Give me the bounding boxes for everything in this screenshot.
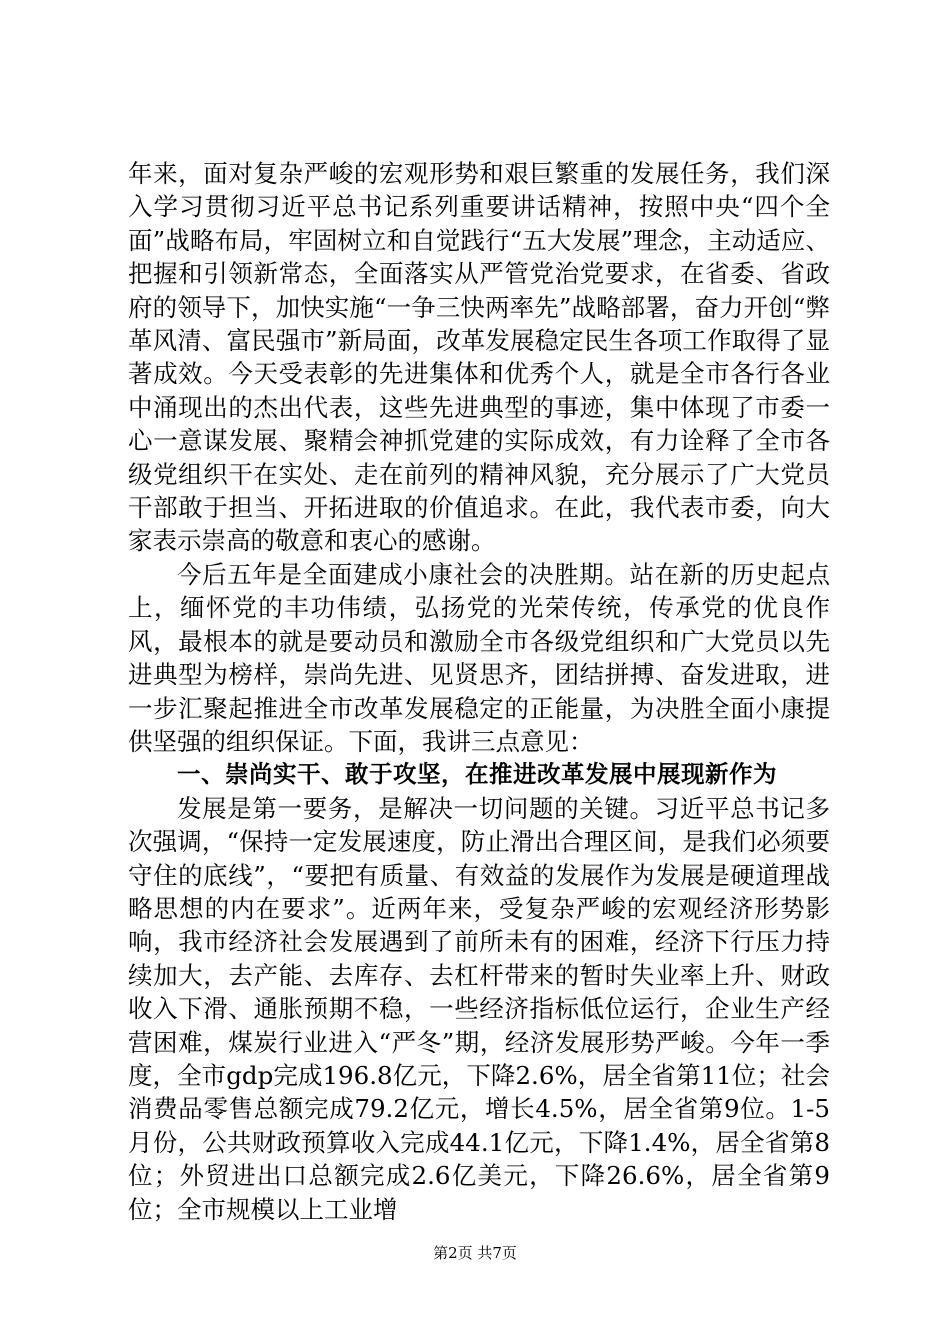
- page-footer: 第2页 共7页: [433, 1244, 517, 1262]
- section-heading-1: 一、崇尚实干、敢于攻坚，在推进改革发展中展现新作为: [177, 760, 777, 789]
- paragraph-1: 年来，面对复杂严峻的宏观形势和艰巨繁重的发展任务，我们深入学习贯彻习近平总书记系列重要讲话精神，按照中央“四个全面”战略布局，牢固树立和自觉践行“五大发展”理念，主动适应、把握和引领新常态，全面落实从严管党治党要求，在省委、省政府的领导下，加快实施“一争三快两率先”战略部署，奋力开创“弊革风清、富民强市”新局面，改革发展稳定民生各项工作取得了显著成效。今天受表彰的先进集体和优秀个人，就是全市各行各业中涌现出的杰出代表，这些先进典型的事迹，集中体现了市委一心一意谋发展、聚精会神抓党建的实际成效，有力诠释了全市各级党组织干在实处、走在前列的精神风貌，充分展示了广大党员干部敢于担当、开拓进取的价值追求。在此，我代表市委，向大家表示崇高的敬意和衷心的感谢。: [128, 159, 830, 556]
- document-body: [128, 157, 830, 1226]
- paragraph-3: 发展是第一要务，是解决一切问题的关键。习近平总书记多次强调，“保持一定发展速度，防止滑出合理区间，是我们必须要守住的底线”，“要把有质量、有效益的发展作为发展是硬道理战略思想的内在要求”。近两年来，受复杂严峻的宏观经济形势影响，我市经济社会发展遇到了前所未有的困难，经济下行压力持续加大，去产能、去库存、去杠杆带来的暂时失业率上升、财政收入下滑、通胀预期不稳，一些经济指标低位运行，企业生产经营困难，煤炭行业进入“严冬”期，经济发展形势严峻。今年一季度，全市gdp完成196.8亿元，下降2.6%，居全省第11位；社会消费品零售总额完成79.2亿元，增长4.5%，居全省第9位。1-5月份，公共财政预算收入完成44.1亿元，下降1.4%，居全省第8位；外贸进出口总额完成2.6亿美元，下降26.6%，居全省第9位；全市规模以上工业增: [128, 793, 830, 1224]
- paragraph-2: 今后五年是全面建成小康社会的决胜期。站在新的历史起点上，缅怀党的丰功伟绩，弘扬党的光荣传统，传承党的优良作风，最根本的就是要动员和激励全市各级党组织和广大党员以先进典型为榜样，崇尚先进、见贤思齐，团结拼搏、奋发进取，进一步汇聚起推进全市改革发展稳定的正能量，为决胜全面小康提供坚强的组织保证。下面，我讲三点意见：: [128, 559, 830, 756]
